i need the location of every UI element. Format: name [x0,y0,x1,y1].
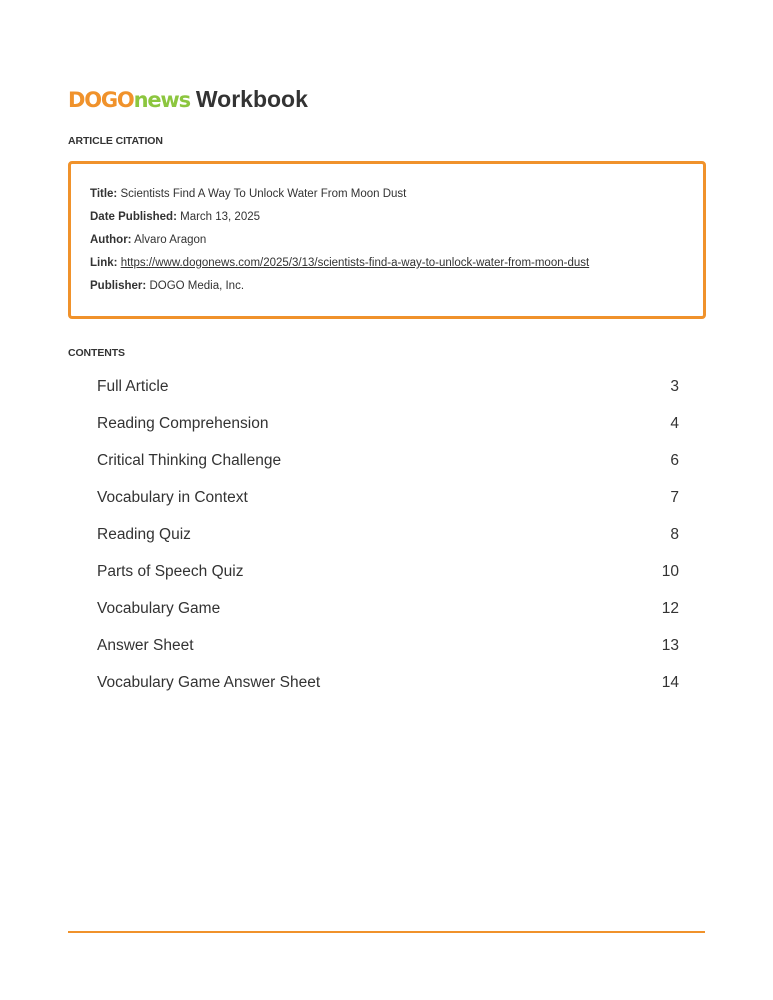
toc-item-title: Critical Thinking Challenge [97,452,282,469]
citation-date [90,211,260,223]
citation-title [90,188,406,200]
toc-item-parts-of-speech-quiz[interactable] [97,560,679,597]
article-citation-heading: ARTICLE CITATION [68,135,163,147]
toc-item-vocabulary-game-answer-sheet[interactable] [97,671,679,708]
toc-item-page: 12 [661,600,679,617]
toc-item-reading-quiz[interactable] [97,523,679,560]
citation-author-label: Author: [90,234,132,246]
page-header [68,86,308,118]
logo-news-text: news [133,88,190,112]
citation-link-label: Link: [90,257,118,269]
table-of-contents [97,375,679,708]
toc-item-page: 14 [661,674,679,691]
toc-item-page: 6 [670,452,679,469]
toc-item-page: 13 [661,637,679,654]
citation-publisher [90,280,244,292]
toc-item-title: Parts of Speech Quiz [97,563,244,580]
citation-date-value: March 13, 2025 [180,211,261,223]
citation-title-label: Title: [90,188,118,200]
citation-publisher-label: Publisher: [90,280,147,292]
toc-item-page: 10 [661,563,679,580]
toc-item-page: 3 [670,378,679,395]
dogonews-logo [68,88,190,112]
toc-item-title: Reading Comprehension [97,415,269,432]
citation-title-value: Scientists Find A Way To Unlock Water From Moon Dust [120,188,407,200]
toc-item-title: Vocabulary Game [97,600,221,617]
citation-date-label: Date Published: [90,211,177,223]
toc-item-title: Answer Sheet [97,637,194,654]
toc-item-vocabulary-in-context[interactable] [97,486,679,523]
citation-link-url[interactable]: https://www.dogonews.com/2025/3/13/scientists-find-a-way-to-unlock-water-from-moon-dust [120,257,590,269]
toc-item-critical-thinking[interactable] [97,449,679,486]
citation-author [90,234,206,246]
toc-item-vocabulary-game[interactable] [97,597,679,634]
toc-item-title: Vocabulary in Context [97,489,248,506]
logo-dogo-text: DOGO [68,88,134,112]
citation-author-value: Alvaro Aragon [134,234,207,246]
toc-item-title: Reading Quiz [97,526,191,543]
toc-item-reading-comprehension[interactable] [97,412,679,449]
page-title: Workbook [195,86,308,112]
citation-box [68,161,706,319]
footer-divider [68,931,705,933]
toc-item-page: 4 [670,415,679,432]
toc-item-full-article[interactable] [97,375,679,412]
toc-item-page: 7 [670,489,679,506]
citation-publisher-value: DOGO Media, Inc. [149,280,245,292]
toc-item-title: Vocabulary Game Answer Sheet [97,674,321,691]
contents-heading: CONTENTS [68,347,125,359]
toc-item-answer-sheet[interactable] [97,634,679,671]
toc-item-page: 8 [670,526,679,543]
toc-item-title: Full Article [97,378,169,395]
citation-link [90,257,589,269]
